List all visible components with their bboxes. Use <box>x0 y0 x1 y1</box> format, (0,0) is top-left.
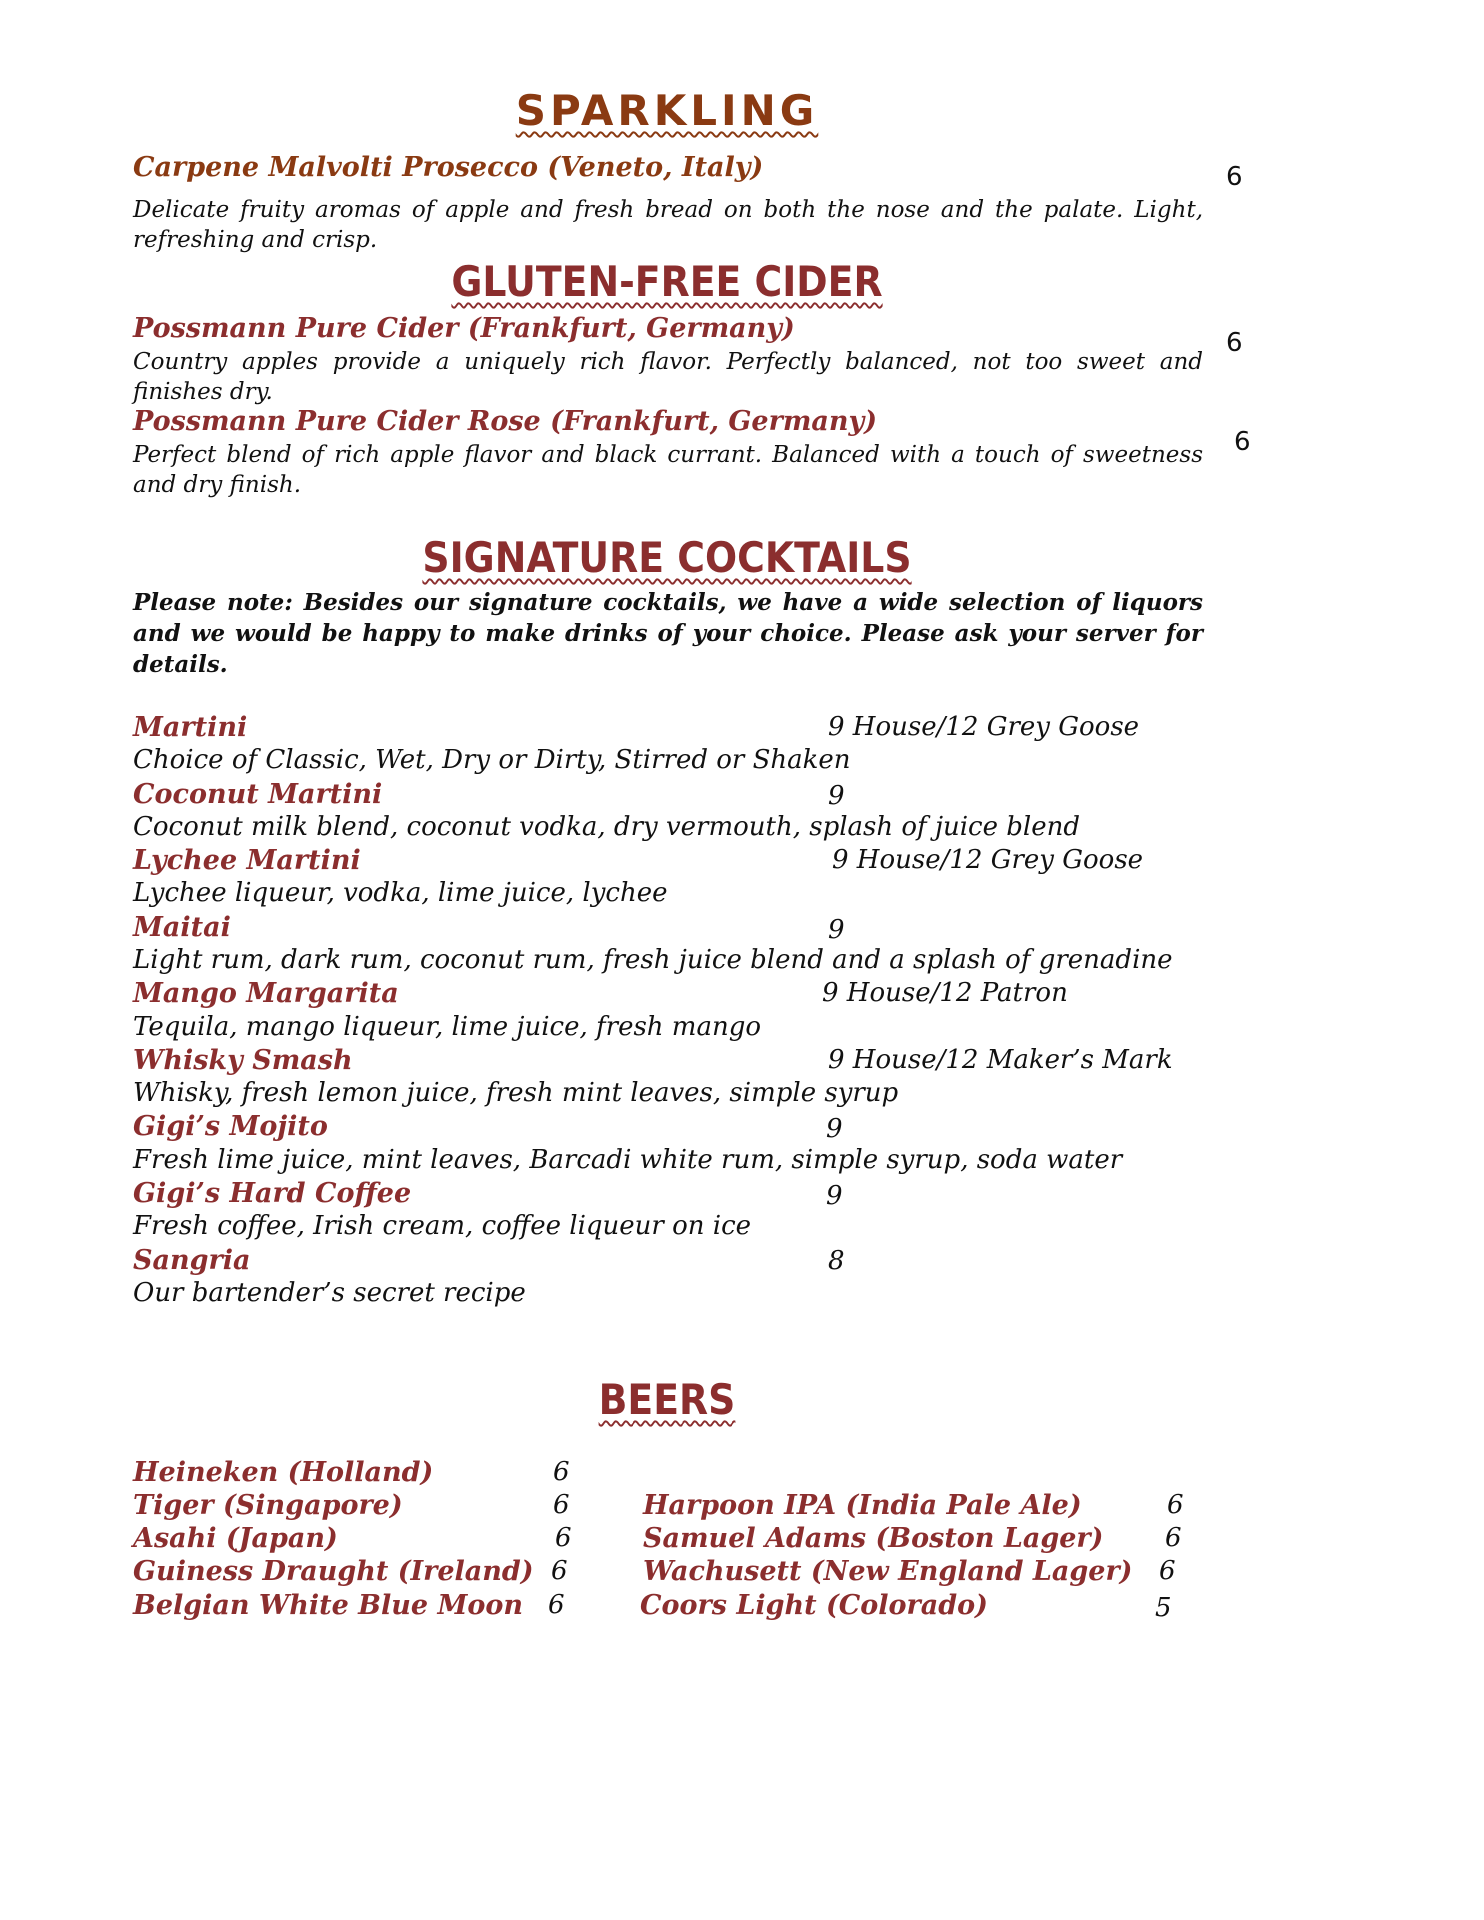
cocktail-description: Light rum, dark rum, coconut rum, fresh juice blend and a splash of grenadine <box>133 945 1173 975</box>
cocktail-name: Mango Margarita <box>133 978 399 1009</box>
sparkling-item-price: 6 <box>1226 162 1243 192</box>
beer-price: 6 <box>551 1556 568 1586</box>
cocktail-description: Fresh lime juice, mint leaves, Barcadi white rum, simple syrup, soda water <box>133 1145 1123 1175</box>
beer-name: Harpoon IPA (India Pale Ale) <box>643 1490 1082 1521</box>
cocktail-description: Coconut milk blend, coconut vodka, dry vermouth, splash of juice blend <box>133 812 1081 842</box>
cider-item-price: 6 <box>1234 427 1251 457</box>
cocktail-description: Lychee liqueur, vodka, lime juice, lychee <box>133 878 668 908</box>
cider-item-name: Possmann Pure Cider (Frankfurt, Germany) <box>133 313 795 344</box>
cocktail-price: 9 <box>826 1181 843 1211</box>
cocktail-name: Gigi’s Mojito <box>133 1111 328 1142</box>
beer-price: 6 <box>548 1590 565 1620</box>
cocktail-description: Our bartender’s secret recipe <box>133 1278 526 1308</box>
cider-item-price: 6 <box>1226 328 1243 358</box>
beer-name: Heineken (Holland) <box>133 1457 434 1488</box>
cocktail-price: 9 House/12 Maker’s Mark <box>828 1045 1173 1075</box>
cocktail-name: Lychee Martini <box>133 845 361 876</box>
beer-name: Coors Light (Colorado) <box>640 1590 988 1621</box>
cocktail-description: Tequila, mango liqueur, lime juice, fresh mango <box>133 1012 761 1042</box>
beer-name: Tiger (Singapore) <box>133 1490 403 1521</box>
beer-price: 6 <box>1159 1556 1176 1586</box>
sparkling-item-description: Delicate fruity aromas of apple and fresh bread on both the nose and the palate. Light, refreshing and crisp. <box>133 197 1203 253</box>
cocktail-name: Sangria <box>133 1245 251 1276</box>
cocktail-name: Coconut Martini <box>133 779 383 810</box>
beer-price: 5 <box>1155 1593 1172 1623</box>
cocktail-description: Choice of Classic, Wet, Dry or Dirty, Stirred or Shaken <box>133 745 851 775</box>
cocktail-price: 8 <box>828 1246 845 1276</box>
beer-price: 6 <box>1167 1490 1184 1520</box>
cocktail-price: 9 <box>828 781 845 811</box>
cider-item-description: Country apples provide a uniquely rich flavor. Perfectly balanced, not too sweet and finishes dry. <box>133 349 1203 405</box>
beer-price: 6 <box>553 1457 570 1487</box>
beer-price: 6 <box>1165 1523 1182 1553</box>
cocktail-name: Whisky Smash <box>133 1045 353 1076</box>
beer-price: 6 <box>553 1490 570 1520</box>
cocktail-price: 9 House/12 Grey Goose <box>832 845 1144 875</box>
cocktail-description: Whisky, fresh lemon juice, fresh mint leaves, simple syrup <box>133 1078 899 1108</box>
sparkling-heading: SPARKLING <box>515 86 819 135</box>
cocktail-name: Maitai <box>133 912 231 943</box>
cocktail-price: 9 <box>826 1114 843 1144</box>
cider-heading: GLUTEN-FREE CIDER <box>451 257 883 306</box>
beer-name: Guiness Draught (Ireland) <box>133 1556 534 1587</box>
cider-item-name: Possmann Pure Cider Rose (Frankfurt, Germany) <box>133 406 877 437</box>
cocktail-price: 9 <box>828 915 845 945</box>
cocktail-name: Gigi’s Hard Coffee <box>133 1178 412 1209</box>
beer-price: 6 <box>555 1523 572 1553</box>
beer-name: Belgian White Blue Moon <box>133 1590 523 1621</box>
beer-name: Samuel Adams (Boston Lager) <box>643 1523 1104 1554</box>
beer-name: Wachusett (New England Lager) <box>643 1556 1133 1587</box>
cocktail-description: Fresh coffee, Irish cream, coffee liqueur on ice <box>133 1211 752 1241</box>
beer-name: Asahi (Japan) <box>133 1523 338 1554</box>
cocktail-price: 9 House/12 Grey Goose <box>828 712 1140 742</box>
cocktails-note: Please note: Besides our signature cocktails, we have a wide selection of liquors and we would be happy to make drinks of your choice. Please ask your server for details. <box>133 589 1203 678</box>
cocktail-name: Martini <box>133 712 248 743</box>
cocktail-price: 9 House/12 Patron <box>822 978 1068 1008</box>
cocktails-heading: SIGNATURE COCKTAILS <box>422 533 912 582</box>
beers-heading: BEERS <box>598 1375 736 1424</box>
cider-item-description: Perfect blend of rich apple flavor and black currant. Balanced with a touch of sweetness and dry finish. <box>133 442 1203 498</box>
sparkling-item-name: Carpene Malvolti Prosecco (Veneto, Italy) <box>133 152 764 183</box>
